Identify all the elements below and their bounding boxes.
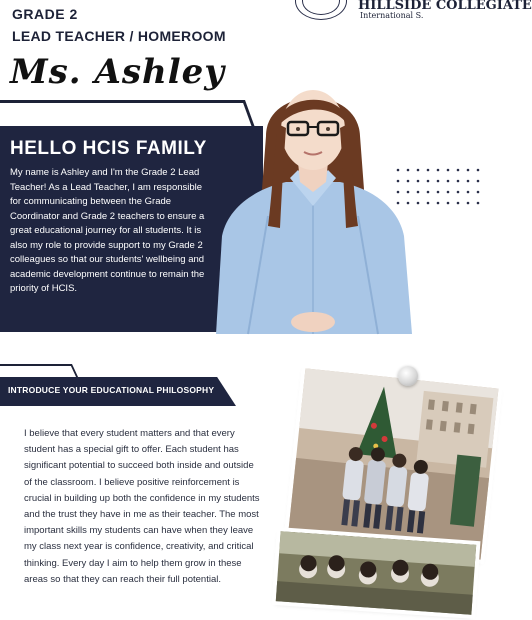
class-photo-christmas xyxy=(288,368,499,559)
intro-body: My name is Ashley and I'm the Grade 2 Lead Teacher! As a Lead Teacher, I am responsible for communicating between the Grade Coordinator and Grade 2 teachers to ensure a great educational journey for all students. It is also my role to provide support to my Grade 2 colleagues so that our students' wellbeing and academic development continue to remain the priority of HCIS. xyxy=(10,167,205,294)
decorative-dot-grid xyxy=(394,166,482,212)
teacher-portrait xyxy=(208,66,418,334)
philosophy-body: I believe that every student matters and that every student has a special gift to offer. Each student has significant potential to succeed both inside and outside of the classroom. I believe positive reinforcement is crucial in building up both the confidence in my students and the trust they have in me as their teacher. The most important skills my students can have when they leave my class next year is confidence, creativity, and critical thinking. Every day I aim to help them grow in these areas so that they can reach their full potential. xyxy=(24,428,260,585)
intro-heading: HELLO HCIS FAMILY xyxy=(10,138,207,159)
class-photo-outdoor xyxy=(276,531,476,615)
teacher-name: Ms. Ashley xyxy=(10,52,225,92)
grade-label: GRADE 2 xyxy=(12,6,78,22)
section-accent-line xyxy=(0,364,72,366)
pushpin-icon xyxy=(398,366,418,386)
philosophy-heading: INTRODUCE YOUR EDUCATIONAL PHILOSOPHY xyxy=(8,385,215,395)
section-accent-corner xyxy=(70,364,79,378)
role-label: LEAD TEACHER / HOMEROOM xyxy=(12,28,226,44)
school-subtitle: International S. xyxy=(360,11,424,20)
school-name: HILLSIDE COLLEGIATE xyxy=(358,0,532,13)
school-seal-icon xyxy=(295,0,347,20)
